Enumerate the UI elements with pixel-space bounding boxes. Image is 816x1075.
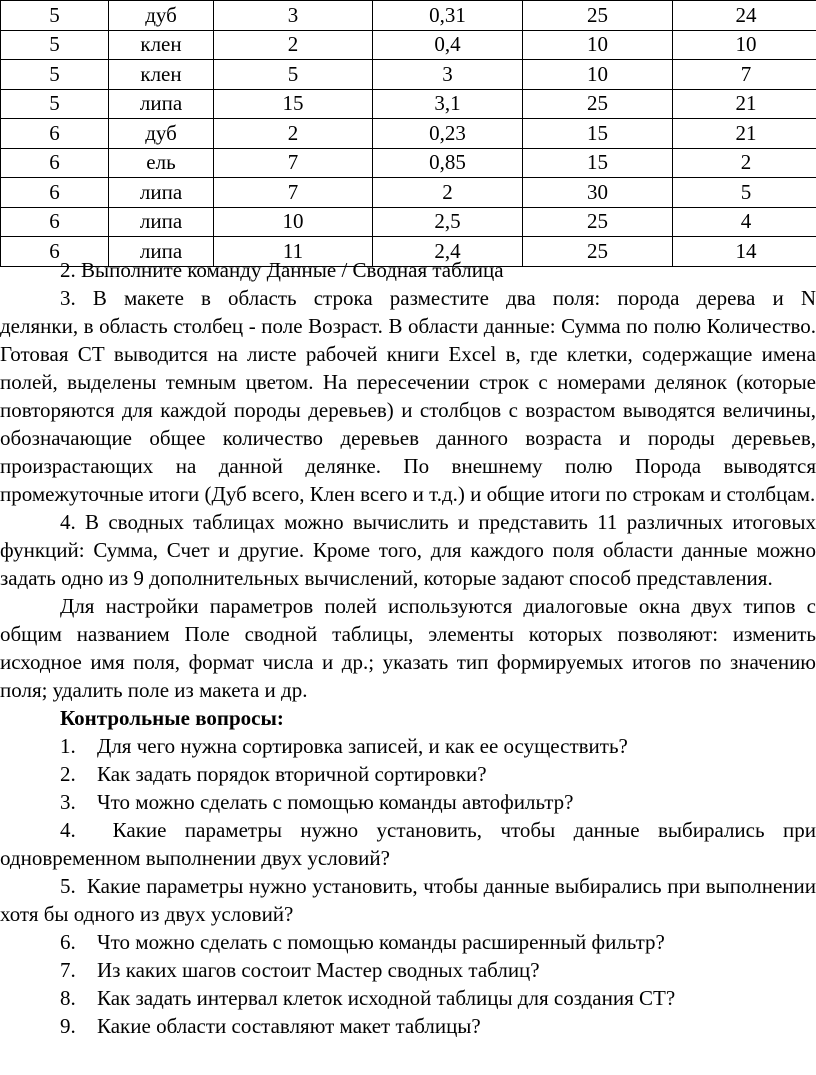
table-cell: клен <box>109 60 214 90</box>
table-cell: дуб <box>109 1 214 31</box>
table-cell: 10 <box>214 207 373 237</box>
table-cell: 25 <box>523 1 673 31</box>
table-cell: 0,4 <box>373 30 523 60</box>
paragraph-2: 2. Выполните команду Данные / Сводная таблица <box>60 258 504 282</box>
question-number: 7. <box>60 958 76 982</box>
table-cell: 24 <box>673 1 816 31</box>
table-cell: 6 <box>1 237 109 267</box>
question-item <box>0 760 816 788</box>
question-text: Какие параметры нужно установить, чтобы данные выбирались при выполнении хотя бы одного из двух условий? <box>0 874 816 926</box>
question-text: Как задать интервал клеток исходной таблицы для создания СТ? <box>97 986 676 1010</box>
question-item <box>0 928 816 956</box>
question-text: Из каких шагов состоит Мастер сводных таблиц? <box>97 958 540 982</box>
table-cell: 2 <box>214 119 373 149</box>
question-text: Для чего нужна сортировка записей, и как ее осуществить? <box>97 734 628 758</box>
document-body <box>0 256 816 1040</box>
table-cell: 10 <box>673 30 816 60</box>
table-cell: 25 <box>523 237 673 267</box>
table-cell: 5 <box>1 60 109 90</box>
table-cell: 5 <box>214 60 373 90</box>
question-item <box>0 788 816 816</box>
table-row <box>1 207 816 237</box>
table-cell: 2 <box>673 148 816 178</box>
table-cell: 6 <box>1 148 109 178</box>
table-cell: 6 <box>1 178 109 208</box>
question-text: Как задать порядок вторичной сортировки? <box>97 762 487 786</box>
table-cell: 21 <box>673 89 816 119</box>
table-row <box>1 1 816 31</box>
table-cell: 2,4 <box>373 237 523 267</box>
question-item <box>0 732 816 760</box>
table-cell: 5 <box>1 89 109 119</box>
table-cell: 10 <box>523 30 673 60</box>
table-cell: 7 <box>673 60 816 90</box>
table-row <box>1 148 816 178</box>
table-cell: 5 <box>1 30 109 60</box>
table-cell: дуб <box>109 119 214 149</box>
table-cell: 25 <box>523 207 673 237</box>
question-number: 6. <box>60 930 76 954</box>
paragraph-3-continuation: делянки, в область столбец - поле Возраст. В области данные: Сумма по полю Количество. Готовая СТ выводится на листе рабочей книги Excel в, где клетки, содержащие имена полей, выделены темным цветом. На пересечении строк с номерами делянок (которые повторяются для каждой породы деревьев) и столбцов с возрастом выводятся величины, обозначающие общее количество деревьев данного возраста и породы деревьев, произрастающих на данной делянке. По внешнему полю Порода выводятся промежуточные итоги (Дуб всего, Клен всего и т.д.) и общие итоги по строкам и столбцам. <box>0 314 816 506</box>
table-cell: 15 <box>523 148 673 178</box>
table-cell: 21 <box>673 119 816 149</box>
paragraph-3-first-line: 3. В макете в область строка разместите два поля: порода дерева и N <box>60 286 816 310</box>
table-cell: 0,31 <box>373 1 523 31</box>
table-row <box>1 119 816 149</box>
table-cell: 2,5 <box>373 207 523 237</box>
paragraph-4: 4. В сводных таблицах можно вычислить и представить 11 различных итоговых функций: Сумма, Счет и другие. Кроме того, для каждого поля области данные можно задать одно из 9 дополнительных вычислений, которые задают способ представления. <box>0 510 816 590</box>
question-number: 2. <box>60 762 76 786</box>
question-text: Что можно сделать с помощью команды расширенный фильтр? <box>97 930 665 954</box>
table-cell: ель <box>109 148 214 178</box>
question-item <box>0 1012 816 1040</box>
data-table <box>0 0 816 267</box>
question-number: 4. <box>60 818 76 842</box>
table-cell: 2 <box>373 178 523 208</box>
question-text: Что можно сделать с помощью команды автофильтр? <box>97 790 574 814</box>
question-item <box>0 816 816 872</box>
table-cell: 0,23 <box>373 119 523 149</box>
questions-heading: Контрольные вопросы: <box>60 706 284 730</box>
question-text: Какие параметры нужно установить, чтобы данные выбирались при одновременном выполнении двух условий? <box>0 818 816 870</box>
paragraph-5: Для настройки параметров полей используются диалоговые окна двух типов с общим названием Поле сводной таблицы, элементы которых позволяют: изменить исходное имя поля, формат числа и др.; указать тип формируемых итогов по значению поля; удалить поле из макета и др. <box>0 594 816 702</box>
table-cell: 14 <box>673 237 816 267</box>
table-cell: 10 <box>523 60 673 90</box>
table-cell: 25 <box>523 89 673 119</box>
table-cell: липа <box>109 237 214 267</box>
table-cell: 4 <box>673 207 816 237</box>
table-body <box>1 1 816 267</box>
question-number: 8. <box>60 986 76 1010</box>
table-row <box>1 60 816 90</box>
question-item <box>0 984 816 1012</box>
question-number: 1. <box>60 734 76 758</box>
table-cell: липа <box>109 89 214 119</box>
table-row <box>1 89 816 119</box>
table-cell: 11 <box>214 237 373 267</box>
table-row <box>1 178 816 208</box>
question-number: 5. <box>60 874 76 898</box>
questions-list <box>0 732 816 1040</box>
table-cell: 15 <box>214 89 373 119</box>
table-row <box>1 30 816 60</box>
question-number: 3. <box>60 790 76 814</box>
table-cell: 2 <box>214 30 373 60</box>
table-cell: 7 <box>214 178 373 208</box>
table-cell: 3,1 <box>373 89 523 119</box>
table-cell: 15 <box>523 119 673 149</box>
table-cell: 6 <box>1 207 109 237</box>
question-text: Какие области составляют макет таблицы? <box>97 1014 481 1038</box>
table-cell: 5 <box>673 178 816 208</box>
table-cell: 5 <box>1 1 109 31</box>
table-cell: липа <box>109 178 214 208</box>
table-cell: 6 <box>1 119 109 149</box>
question-number: 9. <box>60 1014 76 1038</box>
table-cell: 3 <box>214 1 373 31</box>
table-cell: 7 <box>214 148 373 178</box>
table-cell: клен <box>109 30 214 60</box>
table-cell: 0,85 <box>373 148 523 178</box>
table-cell: липа <box>109 207 214 237</box>
question-item <box>0 956 816 984</box>
table-cell: 3 <box>373 60 523 90</box>
question-item <box>0 872 816 928</box>
table-cell: 30 <box>523 178 673 208</box>
